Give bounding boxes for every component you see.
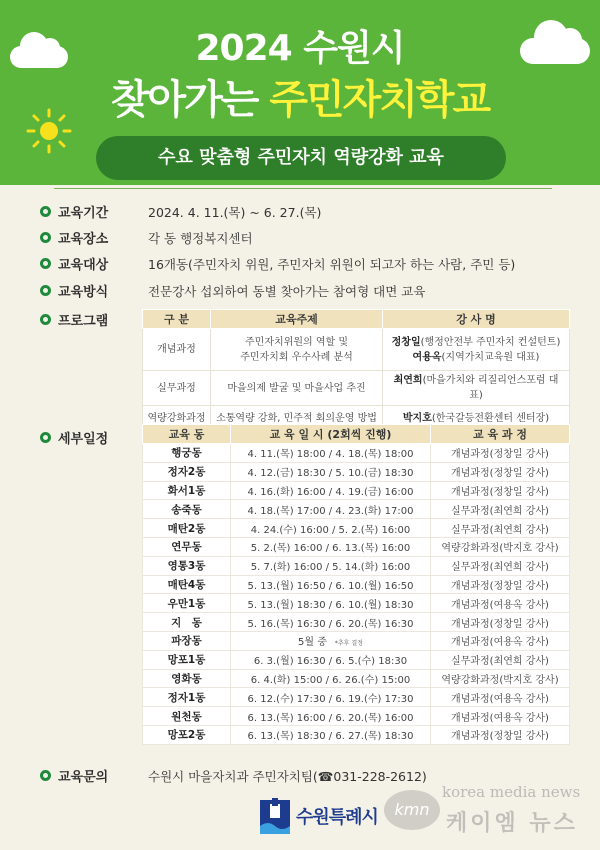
schedule-course: 개념과정(여용옥 강사) — [431, 707, 570, 726]
schedule-course: 개념과정(정창일 강사) — [431, 575, 570, 594]
teacher-affiliation: (지역가치교육원 대표) — [441, 351, 540, 363]
datetime-text: 4. 24.(수) 16:00 / 5. 2.(목) 16:00 — [250, 524, 411, 536]
title-year-city: 2024 수원시 — [195, 28, 405, 69]
datetime-text: 6. 3.(월) 16:30 / 6. 5.(수) 18:30 — [253, 656, 408, 668]
info-period — [40, 202, 321, 221]
teacher-name: 정창일 — [391, 336, 421, 348]
table-row — [143, 688, 570, 707]
schedule-datetime — [231, 594, 431, 613]
schedule-course: 역량강화과정(박지호 강사) — [431, 669, 570, 688]
info-label: 프로그램 — [58, 314, 109, 329]
schedule-datetime — [231, 613, 431, 632]
bullet-icon — [40, 314, 51, 325]
bullet-icon — [40, 232, 51, 243]
table-row — [143, 650, 570, 669]
datetime-text: 5. 16.(목) 16:30 / 6. 20.(목) 16:30 — [247, 618, 414, 630]
datetime-text: 5월 중 — [298, 637, 327, 649]
info-target — [40, 254, 515, 273]
bullet-icon — [40, 285, 51, 296]
info-label: 교육기간 — [58, 206, 109, 221]
column-header: 교 육 과 정 — [431, 425, 570, 444]
schedule-dong: 지 동 — [143, 613, 231, 632]
schedule-course: 실무과정(최연희 강사) — [431, 556, 570, 575]
table-row — [143, 594, 570, 613]
schedule-course: 개념과정(정창일 강사) — [431, 462, 570, 481]
watermark-badge: kmn — [384, 790, 440, 830]
schedule-dong: 매탄4동 — [143, 575, 231, 594]
schedule-datetime — [231, 537, 431, 556]
schedule-datetime — [231, 688, 431, 707]
subtitle-banner: 수요 맞춤형 주민자치 역량강화 교육 — [96, 136, 506, 180]
schedule-dong: 파장동 — [143, 631, 231, 650]
table-row — [143, 613, 570, 632]
datetime-text: 4. 11.(목) 18:00 / 4. 18.(목) 18:00 — [247, 449, 414, 461]
suwon-logo-icon — [258, 796, 292, 836]
program-heading — [40, 310, 148, 329]
watermark-english: korea media news — [442, 783, 581, 801]
schedule-course: 개념과정(여용옥 강사) — [431, 688, 570, 707]
schedule-dong: 원천동 — [143, 707, 231, 726]
teacher-affiliation: (마을가치와 리질리언스포럼 대표) — [422, 375, 559, 401]
datetime-text: 5. 13.(월) 18:30 / 6. 10.(월) 18:30 — [247, 599, 414, 611]
info-value: 수원시 마을자치과 주민자치팀(☎031-228-2612) — [148, 768, 427, 784]
info-method — [40, 281, 425, 300]
schedule-datetime — [231, 650, 431, 669]
bullet-icon — [40, 258, 51, 269]
table-row — [143, 707, 570, 726]
main-title-part2: 주민자치학교 — [269, 77, 490, 123]
program-table — [142, 309, 570, 432]
schedule-datetime — [231, 500, 431, 519]
schedule-datetime — [231, 669, 431, 688]
table-row — [143, 371, 570, 406]
table-row — [143, 669, 570, 688]
table-header-row — [143, 425, 570, 444]
schedule-dong: 매탄2동 — [143, 519, 231, 538]
main-title — [0, 68, 600, 125]
schedule-course: 개념과정(정창일 강사) — [431, 481, 570, 500]
schedule-dong: 정자1동 — [143, 688, 231, 707]
schedule-dong: 정자2동 — [143, 462, 231, 481]
program-category: 개념과정 — [143, 329, 211, 371]
program-topic: 마을의제 발굴 및 마을사업 추진 — [211, 371, 383, 406]
main-title-part1: 찾아가는 — [110, 77, 270, 123]
datetime-text: 6. 4.(화) 15:00 / 6. 26.(수) 15:00 — [250, 674, 411, 686]
table-row — [143, 462, 570, 481]
program-teacher — [383, 329, 570, 371]
suwon-logo-text: 수원특례시 — [296, 807, 378, 828]
schedule-datetime — [231, 556, 431, 575]
schedule-datetime — [231, 519, 431, 538]
datetime-text: 5. 7.(화) 16:00 / 5. 14.(화) 16:00 — [250, 562, 411, 574]
program-teacher — [383, 371, 570, 406]
schedule-dong: 송죽동 — [143, 500, 231, 519]
schedule-course: 개념과정(여용옥 강사) — [431, 631, 570, 650]
datetime-text: 5. 2.(목) 16:00 / 6. 13.(목) 16:00 — [250, 543, 411, 555]
info-value: 2024. 4. 11.(목) ~ 6. 27.(목) — [148, 204, 322, 220]
schedule-dong: 망포1동 — [143, 650, 231, 669]
teacher-affiliation: (행정안전부 주민자치 컨설턴트) — [420, 336, 561, 348]
table-row — [143, 481, 570, 500]
column-header: 구 분 — [143, 310, 211, 329]
schedule-dong: 연무동 — [143, 537, 231, 556]
schedule-datetime — [231, 462, 431, 481]
divider — [54, 188, 552, 189]
schedule-course: 실무과정(최연희 강사) — [431, 500, 570, 519]
table-row — [143, 575, 570, 594]
info-label: 교육방식 — [58, 285, 109, 300]
bullet-icon — [40, 206, 51, 217]
datetime-text: 6. 13.(목) 18:30 / 6. 27.(목) 18:30 — [247, 731, 414, 743]
info-label: 교육장소 — [58, 232, 109, 247]
schedule-datetime — [231, 707, 431, 726]
table-row — [143, 500, 570, 519]
schedule-dong: 화서1동 — [143, 481, 231, 500]
datetime-text: 4. 18.(목) 17:00 / 4. 23.(화) 17:00 — [247, 505, 414, 517]
datetime-text: 6. 13.(목) 16:00 / 6. 20.(목) 16:00 — [247, 712, 414, 724]
schedule-dong: 망포2동 — [143, 725, 231, 744]
datetime-text: 4. 16.(화) 16:00 / 4. 19.(금) 16:00 — [247, 486, 414, 498]
schedule-course: 실무과정(최연희 강사) — [431, 519, 570, 538]
table-row — [143, 537, 570, 556]
schedule-table — [142, 424, 570, 745]
column-header: 강 사 명 — [383, 310, 570, 329]
schedule-dong: 영화동 — [143, 669, 231, 688]
schedule-datetime — [231, 481, 431, 500]
table-header-row — [143, 310, 570, 329]
schedule-course: 개념과정(정창일 강사) — [431, 444, 570, 463]
schedule-datetime — [231, 631, 431, 650]
datetime-text: 6. 12.(수) 17:30 / 6. 19.(수) 17:30 — [247, 693, 414, 705]
program-category: 역량강화과정 — [143, 406, 211, 432]
schedule-course: 개념과정(정창일 강사) — [431, 725, 570, 744]
info-location — [40, 228, 253, 247]
teacher-name: 여용옥 — [412, 351, 442, 363]
table-row — [143, 556, 570, 575]
schedule-course: 역량강화과정(박지호 강사) — [431, 537, 570, 556]
teacher-affiliation: (한국갈등전환센터 센터장) — [431, 413, 550, 424]
schedule-datetime — [231, 575, 431, 594]
datetime-text: 4. 12.(금) 18:30 / 5. 10.(금) 18:30 — [247, 468, 414, 480]
info-value: 16개동(주민자치 위원, 주민자치 위원이 되고자 하는 사람, 주민 등) — [148, 256, 516, 272]
schedule-course: 개념과정(정창일 강사) — [431, 613, 570, 632]
datetime-text: 5. 13.(월) 16:50 / 6. 10.(월) 16:50 — [247, 580, 414, 592]
schedule-course: 개념과정(여용옥 강사) — [431, 594, 570, 613]
info-value: 전문강사 섭외하여 동별 찾아가는 참여형 대면 교육 — [148, 283, 426, 299]
schedule-course: 실무과정(최연희 강사) — [431, 650, 570, 669]
teacher-name: 최연희 — [393, 375, 423, 386]
schedule-heading — [40, 428, 148, 447]
table-row — [143, 631, 570, 650]
info-value: 각 동 행정복지센터 — [148, 230, 253, 246]
watermark-korean: 케이엠 뉴스 — [446, 811, 578, 836]
bullet-icon — [40, 432, 51, 443]
inquiry-row — [40, 766, 427, 785]
table-row — [143, 519, 570, 538]
table-row — [143, 725, 570, 744]
teacher-name: 박지호 — [402, 413, 432, 424]
info-label: 교육대상 — [58, 258, 109, 273]
topic-line: 주민자치회 우수사례 분석 — [240, 351, 353, 363]
table-row — [143, 444, 570, 463]
column-header: 교육주제 — [211, 310, 383, 329]
topic-line: 주민자치위원의 역할 및 — [245, 336, 348, 348]
program-category: 실무과정 — [143, 371, 211, 406]
program-topic: 소통역량 강화, 민주적 회의운영 방법 — [211, 406, 383, 432]
column-header: 교육 동 — [143, 425, 231, 444]
schedule-dong: 영통3동 — [143, 556, 231, 575]
bullet-icon — [40, 770, 51, 781]
column-header: 교 육 일 시 (2회씩 진행) — [231, 425, 431, 444]
schedule-dong: 우만1동 — [143, 594, 231, 613]
schedule-dong: 행궁동 — [143, 444, 231, 463]
schedule-datetime — [231, 444, 431, 463]
schedule-datetime — [231, 725, 431, 744]
program-topic — [211, 329, 383, 371]
datetime-note: *추후 결정 — [334, 640, 363, 648]
info-label: 교육문의 — [58, 770, 109, 785]
info-label: 세부일정 — [58, 432, 109, 447]
table-row — [143, 329, 570, 371]
